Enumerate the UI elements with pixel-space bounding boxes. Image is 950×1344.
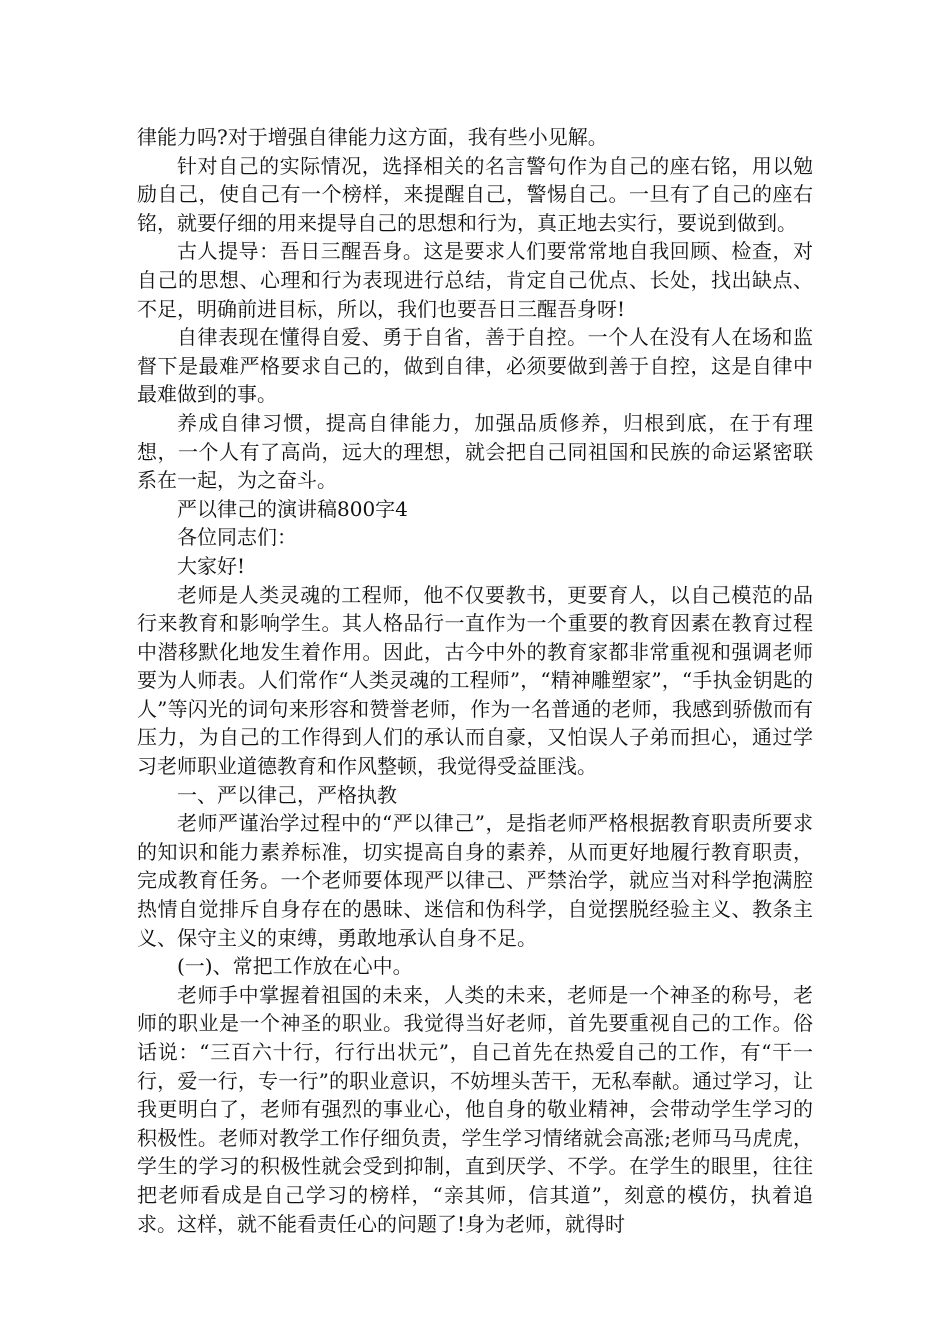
paragraph: 老师是人类灵魂的工程师，他不仅要教书，更要育人，以自己模范的品行来教育和影响学生。其人格品行一直作为一个重要的教育因素在教育过程中潜移默化地发生着作用。因此，古今中外的教育家都非常重视和强调老师要为人师表。人们常作“人类灵魂的工程师”，“精神雕塑家”，“手执金钥匙的人”等闪光的词句来形容和赞誉老师，作为一名普通的老师，我感到骄傲而有压力，为自己的工作得到人们的承认而自豪，又怕误人子弟而担心，通过学习老师职业道德教育和作风整顿，我觉得受益匪浅。 <box>137 582 813 779</box>
salutation: 各位同志们： <box>177 525 297 550</box>
section-title: 严以律己的演讲稿800字4 <box>177 496 408 521</box>
subsection-heading: (一)、常把工作放在心中。 <box>177 954 413 979</box>
greeting: 大家好! <box>177 553 246 578</box>
paragraph: 自律表现在懂得自爱、勇于自省，善于自控。一个人在没有人在场和监督下是最难严格要求自己的，做到自律，必须要做到善于自控，这是自律中最难做到的事。 <box>137 325 813 407</box>
section-heading: 一、严以律己，严格执教 <box>177 782 397 807</box>
document-body <box>137 123 813 1238</box>
paragraph: 老师严谨治学过程中的“严以律己”，是指老师严格根据教育职责所要求的知识和能力素养标准，切实提高自身的素养，从而更好地履行教育职责，完成教育任务。一个老师要体现严以律己、严禁治学，就应当对科学抱满腔热情自觉排斥自身存在的愚昧、迷信和伪科学，自觉摆脱经验主义、教条主义、保守主义的束缚，勇敢地承认自身不足。 <box>137 811 813 950</box>
paragraph: 养成自律习惯，提高自律能力，加强品质修养，归根到底，在于有理想，一个人有了高尚，远大的理想，就会把自己同祖国和民族的命运紧密联系在一起，为之奋斗。 <box>137 410 813 493</box>
paragraph: 针对自己的实际情况，选择相关的名言警句作为自己的座右铭，用以勉励自己，使自己有一个榜样，来提醒自己，警惕自己。一旦有了自己的座右铭，就要仔细的用来提导自己的思想和行为，真正地去实行，要说到做到。 <box>137 153 813 235</box>
paragraph: 律能力吗?对于增强自律能力这方面，我有些小见解。 <box>137 125 608 149</box>
paragraph: 古人提导：吾日三醒吾身。这是要求人们要常常地自我回顾、检查，对自己的思想、心理和行为表现进行总结，肯定自己优点、长处，找出缺点、不足，明确前进目标，所以，我们也要吾日三醒吾身呀! <box>137 239 813 321</box>
paragraph: 老师手中掌握着祖国的未来，人类的未来，老师是一个神圣的称号，老师的职业是一个神圣的职业。我觉得当好老师，首先要重视自己的工作。俗话说：“三百六十行，行行出状元”，自己首先在热爱自己的工作，有“干一行，爱一行，专一行”的职业意识，不妨埋头苦干，无私奉献。通过学习，让我更明白了，老师有强烈的事业心，他自身的敬业精神，会带动学生学习的积极性。老师对教学工作仔细负责，学生学习情绪就会高涨;老师马马虎虎，学生的学习的积极性就会受到抑制，直到厌学、不学。在学生的眼里，往往把老师看成是自己学习的榜样，“亲其师，信其道”，刻意的模仿，执着追求。这样，就不能看责任心的问题了!身为老师，就得时 <box>137 982 813 1236</box>
